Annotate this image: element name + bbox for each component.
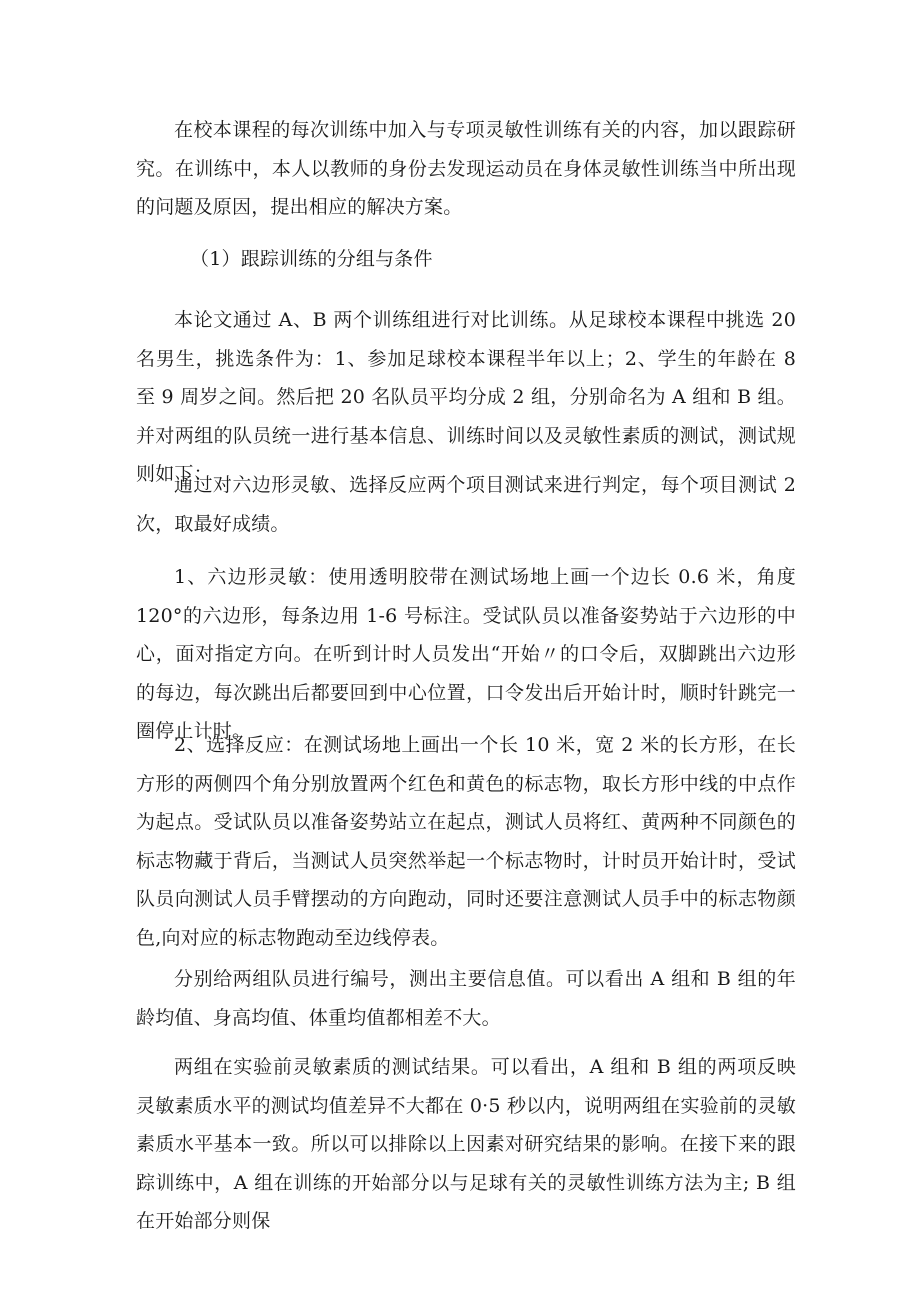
paragraph-hexagon-test: 1、六边形灵敏：使用透明胶带在测试场地上画一个边长 0.6 米，角度 120°的六边形，每条边用 1-6 号标注。受试队员以准备姿势站于六边形的中心，面对指定方向。在听到计时人员发出“开始〃的口令后，双脚跳出六边形的每边，每次跳出后都要回到中心位置，口令发出后开始计时，顺时针跳完一圈停止计时。 [136,566,796,742]
section-heading-grouping: （1）跟踪训练的分组与条件 [190,248,433,270]
paragraph-pretest-results: 两组在实验前灵敏素质的测试结果。可以看出，A 组和 B 组的两项反映灵敏素质水平的测试均值差异不大都在 0·5 秒以内，说明两组在实验前的灵敏素质水平基本一致。所以可以排除以上因素对研究结果的影响。在接下来的跟踪训练中，A 组在训练的开始部分以与足球有关的灵敏性训练方法为主; B 组在开始部分则保 [136,1056,796,1232]
paragraph-basic-info: 分别给两组队员进行编号，测出主要信息值。可以看出 A 组和 B 组的年龄均值、身高均值、体重均值都相差不大。 [136,968,796,1029]
paragraph-intro: 在校本课程的每次训练中加入与专项灵敏性训练有关的内容，加以跟踪研究。在训练中，本人以教师的身份去发现运动员在身体灵敏性训练当中所出现的问题及原因，提出相应的解决方案。 [136,119,796,218]
paragraph-grouping: 本论文通过 A、B 两个训练组进行对比训练。从足球校本课程中挑选 20 名男生，挑选条件为：1、参加足球校本课程半年以上；2、学生的年龄在 8 至 9 周岁之间。然后把 20 名队员平均分成 2 组，分别命名为 A 组和 B 组。并对两组的队员统一进行基本信息、训练时间以及灵敏性素质的测试，测试规则如下： [136,309,796,485]
paragraph-test-method: 通过对六边形灵敏、选择反应两个项目测试来进行判定，每个项目测试 2 次，取最好成绩。 [136,474,796,535]
paragraph-choice-reaction-test: 2、选择反应：在测试场地上画出一个长 10 米，宽 2 米的长方形，在长方形的两侧四个角分别放置两个红色和黄色的标志物，取长方形中线的中点作为起点。受试队员以准备姿势站立在起点，测试人员将红、黄两种不同颜色的标志物藏于背后，当测试人员突然举起一个标志物时，计时员开始计时，受试队员向测试人员手臂摆动的方向跑动，同时还要注意测试人员手中的标志物颜色,向对应的标志物跑动至边线停表。 [136,734,796,949]
